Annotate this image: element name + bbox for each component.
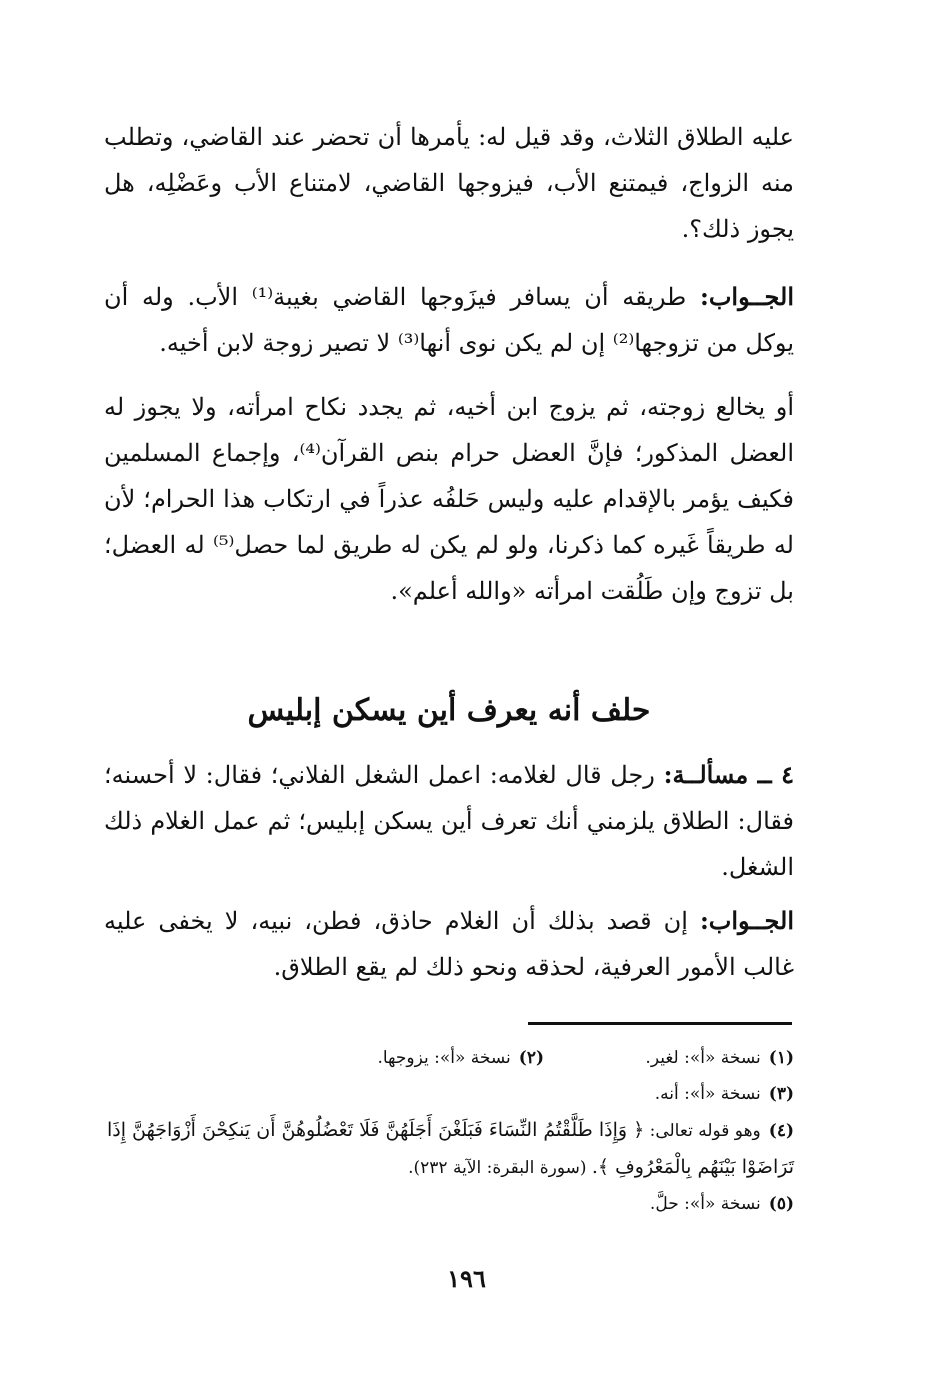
- page-number: ١٩٦: [447, 1264, 486, 1293]
- footnote-4: [104, 1112, 794, 1186]
- answer-label: الجــواب:: [699, 906, 794, 935]
- footnote-row: [104, 1040, 794, 1076]
- answer-text: إن قصد بذلك أن الغلام حاذق، فطن، نبيه، لا يخفى عليه غالب الأمور العرفية، لحذقه ونحو ذلك لم يقع الطلاق.: [104, 907, 794, 981]
- quran-verse: ﴿ وَإِذَا طَلَّقْتُمُ النِّسَاءَ فَبَلَغْنَ أَجَلَهُنَّ فَلَا تَعْضُلُوهُنَّ أَن يَنكِحْنَ أَزْوَاجَهُنَّ إِذَا تَرَاضَوْا بَيْنَهُم بِالْمَعْرُوفِ ﴾.: [106, 1119, 794, 1178]
- footnote-text: نسخة «أ»: لغير.: [645, 1048, 761, 1068]
- section-heading: حلف أنه يعرف أين يسكن إبليس: [247, 693, 651, 728]
- footnote-1: [544, 1040, 794, 1076]
- footnote-5: [650, 1186, 794, 1222]
- footnote-divider: [528, 1022, 792, 1025]
- footnote-number: (٣): [768, 1084, 794, 1104]
- footnote-text: نسخة «أ»: حلَّ.: [649, 1194, 761, 1214]
- footnotes: [104, 1040, 794, 1222]
- question-text: رجل قال لغلامه: اعمل الشغل الفلاني؛ فقال: لا أحسنه؛ فقال: الطلاق يلزمني أنك تعرف أين يسكن إبليس؛ ثم عمل الغلام ذلك الشغل.: [104, 761, 794, 881]
- footnote-2: [294, 1040, 544, 1076]
- question-label: ٤ ــ مسألــة:: [663, 760, 794, 789]
- footnote-number: (١): [768, 1048, 794, 1068]
- answer-label: الجــواب:: [699, 282, 795, 311]
- footnote-number: (٢): [518, 1048, 544, 1068]
- verse-reference: (سورة البقرة: الآية ٢٣٢).: [408, 1158, 587, 1178]
- footnote-text: نسخة «أ»: يزوجها.: [377, 1048, 511, 1068]
- footnote-number: (٥): [768, 1194, 794, 1214]
- paragraph-question-end: [104, 114, 794, 252]
- footnote-text: نسخة «أ»: أنه.: [654, 1084, 761, 1104]
- paragraph-question-4: [104, 752, 794, 890]
- answer-text: طريقه أن يسافر فيزَوجها القاضي بغيبة⁽¹⁾ الأب. وله أن يوكل من تزوجها⁽²⁾ إن لم يكن نوى أنها⁽³⁾ لا تصير زوجة لابن أخيه.: [104, 283, 794, 357]
- footnote-intro: وهو قوله تعالى:: [649, 1121, 761, 1141]
- paragraph-answer-continued: [104, 384, 794, 614]
- footnote-3: [655, 1076, 794, 1112]
- footnote-number: (٤): [768, 1121, 794, 1141]
- footnote-row: [104, 1186, 794, 1222]
- footnote-row: [104, 1076, 794, 1112]
- paragraph-answer-4: [104, 898, 794, 990]
- paragraph-answer-1: [104, 274, 794, 366]
- paragraph-text: أو يخالع زوجته، ثم يزوج ابن أخيه، ثم يجدد نكاح امرأته، ولا يجوز له العضل المذكور؛ فإنَّ العضل حرام بنص القرآن⁽⁴⁾، وإجماع المسلمين فكيف يؤمر بالإقدام عليه وليس حَلفُه عذراً في ارتكاب هذا الحرام؛ لأن له طريقاً غَيره كما ذكرنا، ولو لم يكن له طريق لما حصل⁽⁵⁾ له العضل؛ بل تزوج وإن طَلُقت امرأته «والله أعلم».: [104, 393, 794, 605]
- paragraph-text: عليه الطلاق الثلاث، وقد قيل له: يأمرها أن تحضر عند القاضي، وتطلب منه الزواج، فيمتنع الأب، فيزوجها القاضي، لامتناع الأب وعَضْلِه، هل يجوز ذلك؟.: [104, 123, 794, 243]
